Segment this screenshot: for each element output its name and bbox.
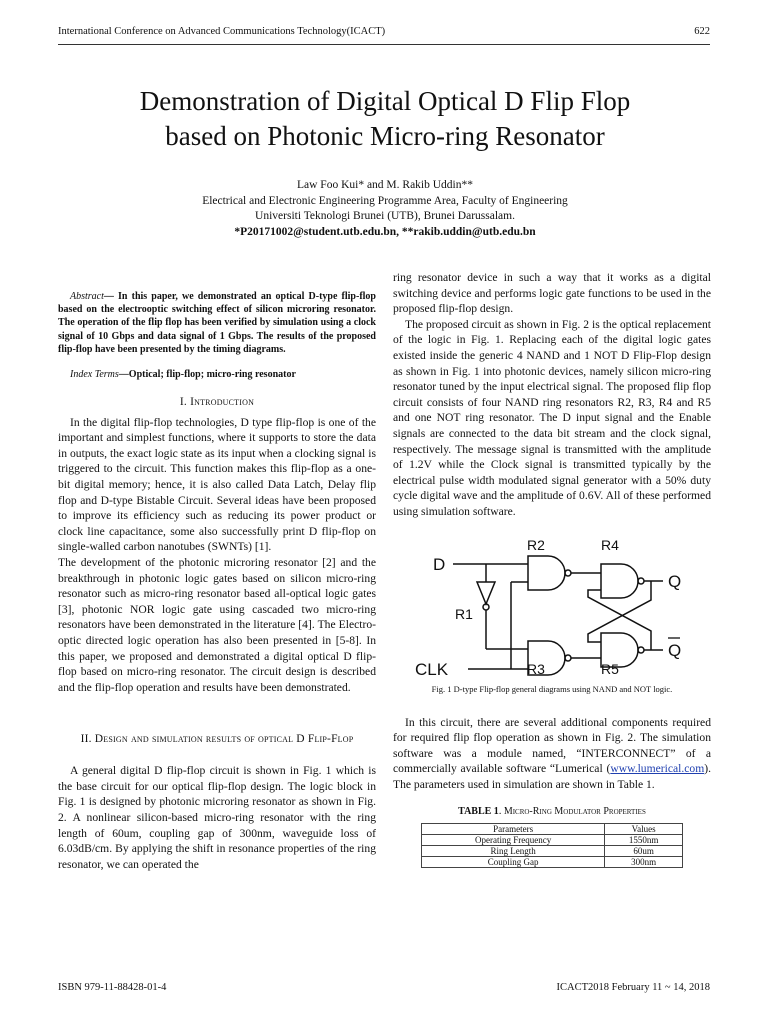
- right-paragraph-3-text-a: In this circuit, there are several additional components required for required flip flop operation as shown in Fig. 2. The simulation software was a module named, “INTERCONNECT” of a commercially available software “Lumerical (: [393, 715, 711, 776]
- footer-isbn: ISBN 979-11-88428-01-4: [58, 982, 167, 993]
- affiliation-line-1: Electrical and Electronic Engineering Programme Area, Faculty of Engineering: [202, 194, 568, 207]
- figure-1: [393, 534, 711, 676]
- nand-gate-r2: [528, 556, 565, 590]
- nand-r4-bubble: [638, 578, 644, 584]
- header-rule: [58, 44, 710, 45]
- abstract-label: Abstract: [70, 291, 104, 302]
- index-terms-text: —Optical; flip-flop; micro-ring resonator: [118, 369, 296, 381]
- qbar-feedback-wire: [588, 590, 651, 650]
- title-line-2: based on Photonic Micro-ring Resonator: [165, 121, 605, 151]
- parameters-table: [421, 823, 683, 868]
- table-1-number: TABLE 1: [458, 806, 499, 818]
- abstract-text: — In this paper, we demonstrated an optical D-type flip-flop based on the electrooptic switching effect of silicon microring resonator. The operation of the flip flop has been verified by simulation using a clock signal of 10 Gbps and data signal of 1 Gbps. The results of the proposed flip-flop have been presented by the timing diagrams.: [58, 291, 376, 355]
- title-line-1: Demonstration of Digital Optical D Flip Flop: [139, 86, 631, 116]
- nand-r3-bubble: [565, 655, 571, 661]
- section-2-paragraph-1: A general digital D flip-flop circuit is shown in Fig. 1 which is the base circuit for our optical flip-flop design. The logic block in Fig. 1 is designed by photonic microring resonator as shown in Fig. 2. A nonlinear silicon-based micro-ring resonator with the ring length of 60um, coupling gap of 300nm, waveguide loss of 6.03dB/cm. By applying the shift in resonance properties of the ring resonator, we can operated the: [58, 764, 376, 871]
- right-paragraph-1: ring resonator device in such a way that it works as a digital switching device and performs logic gate functions to be used in the proposed flip-flop design.: [393, 271, 711, 316]
- table-cell: 300nm: [605, 857, 683, 868]
- label-qbar: Q: [668, 640, 682, 660]
- page-number: 622: [694, 26, 710, 37]
- label-r4: R4: [601, 536, 619, 553]
- table-header-row: [422, 824, 683, 835]
- nand-gate-r4: [601, 564, 638, 598]
- table-cell: Ring Length: [422, 846, 605, 857]
- abstract: [58, 290, 376, 356]
- nand-r5-bubble: [638, 647, 644, 653]
- index-terms-label: Index Terms: [70, 369, 119, 381]
- table-cell: 60um: [605, 846, 683, 857]
- nand-r2-bubble: [565, 570, 571, 576]
- left-column: [58, 290, 376, 872]
- label-q: Q: [668, 571, 682, 591]
- section-1-heading: I. Introduction: [179, 396, 255, 409]
- table-1-title: . Micro-Ring Modulator Properties: [498, 806, 646, 818]
- label-clk: CLK: [415, 659, 449, 676]
- conference-name: International Conference on Advanced Communications Technology(ICACT): [58, 26, 386, 37]
- table-cell: Coupling Gap: [422, 857, 605, 868]
- author-block: [60, 178, 710, 240]
- flip-flop-diagram: [413, 534, 693, 676]
- running-header: [58, 26, 710, 40]
- footer-event: ICACT2018 February 11 ~ 14, 2018: [556, 982, 710, 993]
- right-paragraph-3: [393, 715, 711, 793]
- table-cell: Operating Frequency: [422, 835, 605, 846]
- section-1-paragraph-2: The development of the photonic microring resonator [2] and the breakthrough in photonic logic gates based on silicon micro-ring resonator such as micro-ring resonator based all-optical logic gates [3], photonic NOR logic gate using cascaded two micro-ring resonators have been demonstrated in the literature [4]. The Electro-optic directed logic operation has also been presented in [5-8]. In this paper, we proposed and demonstrated a digital optical D flip-flop based on micro-ring resonator. The circuit design is described and the flip-flop operation and results have been demonstrated.: [58, 555, 376, 694]
- table-header-cell: Values: [605, 824, 683, 835]
- label-r3: R3: [527, 660, 545, 676]
- label-r5: R5: [601, 660, 619, 676]
- affiliation-line-2: Universiti Teknologi Brunei (UTB), Brunei Darussalam.: [255, 210, 515, 222]
- label-r1: R1: [455, 605, 473, 622]
- author-names: Law Foo Kui* and M. Rakib Uddin**: [296, 179, 473, 191]
- right-column: [393, 270, 711, 868]
- right-paragraph-3-text-b: ). The parameters used in simulation are shown in Table 1.: [393, 762, 711, 791]
- author-emails: *P20171002@student.utb.edu.bn, **rakib.uddin@utb.edu.bn: [234, 225, 536, 238]
- table-row: [422, 857, 683, 868]
- right-paragraph-2: The proposed circuit as shown in Fig. 2 is the optical replacement of the logic in Fig. 1. Replacing each of the digital logic gates existed inside the generic 4 NAND and 1 NOT D Flip-Flop design as shown in Fig. 1 into photonic devices, namely silicon micro-ring resonator tuned by the input electrical signal. The proposed flip flop circuit consists of four NAND ring resonators R2, R3, R4 and R5 and one NOT ring resonator. The D input signal and the Enable signals are connected to the data bit stream and the clock signal, respectively. The message signal is transmitted with the amplitude of 1.2V while the Clock signal is transmitted typically by the electrical pulse width modulated signal generator with a 50% duty cycle digital wave and the amplitude of 0.6V. All of these performed using simulation software.: [393, 317, 711, 518]
- table-header-cell: Parameters: [422, 824, 605, 835]
- table-row: [422, 835, 683, 846]
- section-1-paragraph-1: In the digital flip-flop technologies, D type flip-flop is one of the important and simplest functions, where it supports to store the data in outputs, the exact logic state as its input when a clocking signal is triggered to the circuit. This function makes this flip-flop as a one-bit digital memory; hence, it is also called Data Latch, Delay flip flop and D-type Bistable Circuit. Several ideas have been proposed to improve its efficiency such as reducing its power product or clock line capacitance, some also successfully print D flip-flop on single-walled carbon nanotubes (SWNTs) [1].: [58, 415, 376, 554]
- table-1-caption: [393, 804, 711, 820]
- not-gate-r1: [477, 582, 495, 604]
- table-cell: 1550nm: [605, 835, 683, 846]
- section-2-heading: II. Design and simulation results of optical D Flip-Flop: [80, 733, 354, 746]
- table-row: [422, 846, 683, 857]
- label-d: D: [433, 554, 446, 574]
- label-r2: R2: [527, 536, 545, 553]
- lumerical-link[interactable]: www.lumerical.com: [610, 762, 705, 776]
- paper-title: [60, 84, 710, 154]
- index-terms: [58, 368, 376, 381]
- figure-1-caption: Fig. 1 D-type Flip-flop general diagrams using NAND and NOT logic.: [431, 683, 673, 694]
